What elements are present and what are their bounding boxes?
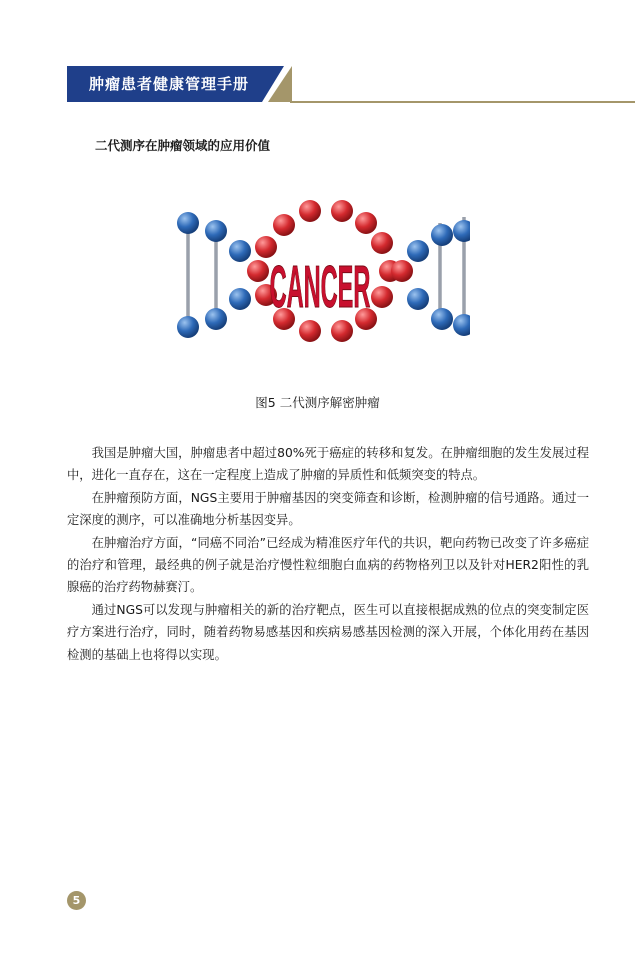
header-divider — [290, 101, 635, 103]
dna-sphere — [431, 224, 453, 246]
dna-sphere — [177, 316, 199, 338]
dna-sphere — [431, 308, 453, 330]
figure-caption: 图5 二代测序解密肿瘤 — [255, 395, 380, 410]
dna-sphere — [205, 308, 227, 330]
page-number: 5 — [67, 891, 86, 910]
dna-sphere — [371, 286, 393, 308]
header-gold-triangle — [268, 66, 292, 102]
dna-sphere — [331, 200, 353, 222]
dna-sphere — [391, 260, 413, 282]
dna-sphere — [299, 320, 321, 342]
dna-sphere — [407, 240, 429, 262]
dna-sphere — [229, 288, 251, 310]
section-title: 二代测序在肿瘤领域的应用价值 — [95, 138, 271, 153]
dna-sphere — [453, 220, 470, 242]
dna-sphere — [299, 200, 321, 222]
dna-sphere — [205, 220, 227, 242]
dna-sphere — [229, 240, 251, 262]
dna-sphere — [355, 212, 377, 234]
paragraph: 通过NGS可以发现与肿瘤相关的新的治疗靶点，医生可以直接根据成熟的位点的突变制定医疗方案进行治疗，同时，随着药物易感基因和疾病易感基因检测的深入开展，个体化用药在基因检测的基础上也将得以实现。 — [67, 602, 589, 662]
dna-cancer-illustration — [170, 195, 470, 345]
body-text — [67, 442, 589, 666]
dna-sphere — [371, 232, 393, 254]
dna-sphere — [453, 314, 470, 336]
dna-sphere — [177, 212, 199, 234]
header-title: 肿瘤患者健康管理手册 — [67, 66, 262, 102]
dna-sphere — [331, 320, 353, 342]
dna-sphere — [407, 288, 429, 310]
cancer-label: CANCER — [269, 253, 371, 321]
paragraph: 在肿瘤治疗方面，“同癌不同治”已经成为精准医疗年代的共识，靶向药物已改变了许多癌症的治疗和管理，最经典的例子就是治疗慢性粒细胞白血病的药物格列卫以及针对HER2阳性的乳腺癌的治疗药物赫赛汀。 — [67, 535, 589, 595]
dna-sphere — [273, 214, 295, 236]
paragraph: 我国是肿瘤大国，肿瘤患者中超过80%死于癌症的转移和复发。在肿瘤细胞的发生发展过程中，进化一直存在，这在一定程度上造成了肿瘤的异质性和低频突变的特点。 — [67, 446, 589, 483]
paragraph: 在肿瘤预防方面，NGS主要用于肿瘤基因的突变筛查和诊断，检测肿瘤的信号通路。通过一定深度的测序，可以准确地分析基因变异。 — [67, 490, 589, 528]
dna-sphere — [247, 260, 269, 282]
